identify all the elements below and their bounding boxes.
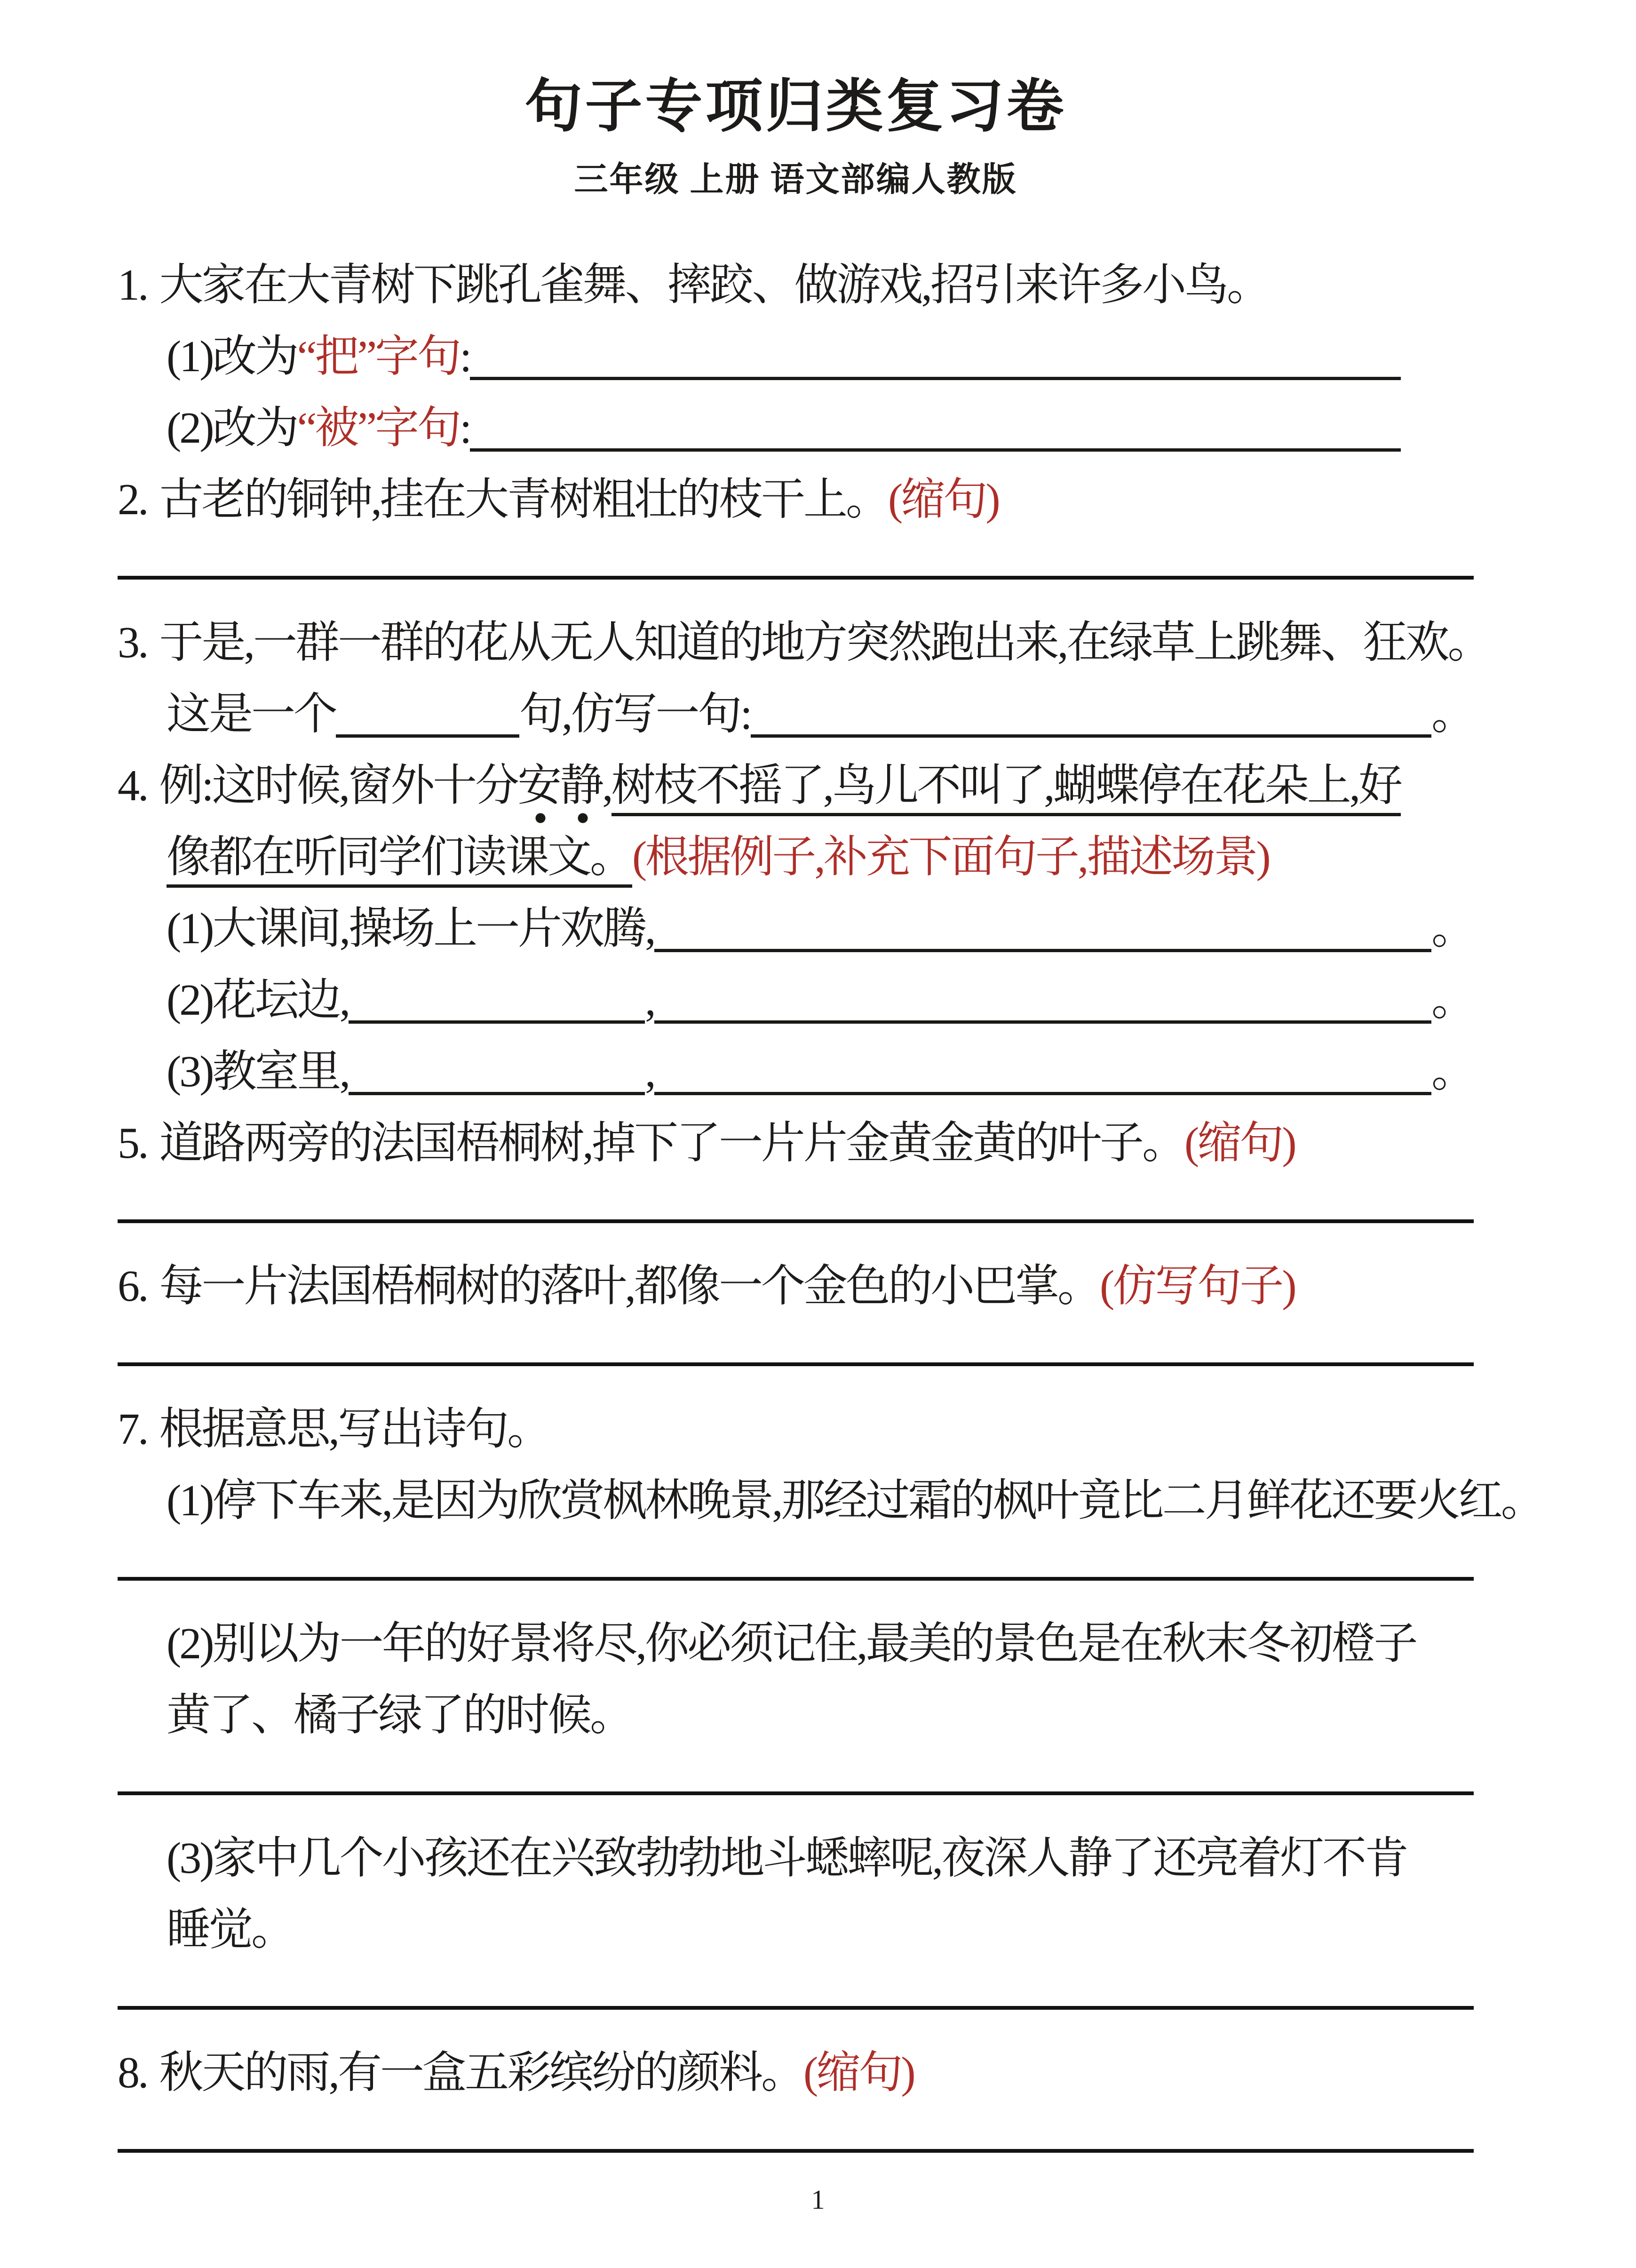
text-segment: 根据意思,写出诗句。 — [159, 1405, 550, 1454]
question-number: 1. — [118, 261, 147, 310]
question-subline — [118, 1679, 1474, 1751]
text-segment: 句,仿写一句: — [519, 690, 751, 739]
text-segment: (1)改为 — [167, 332, 297, 381]
text-segment: (2)改为 — [167, 404, 297, 453]
question-subline — [118, 964, 1474, 1036]
text-segment: (2)别以为一年的好景将尽,你必须记住,最美的景色是在秋末冬初橙子 — [167, 1619, 1416, 1668]
blank-field — [349, 1020, 645, 1024]
blank-field — [470, 448, 1401, 452]
question-number: 4. — [118, 761, 147, 810]
text-segment: 睡觉。 — [167, 1905, 294, 1954]
answer-line — [118, 2109, 1474, 2180]
text-segment: 树枝不摇了,鸟儿不叫了,蝴蝶停在花朵上,好 — [612, 761, 1401, 816]
answer-line — [118, 1751, 1474, 1822]
question-number: 2. — [118, 475, 147, 524]
text-segment: , — [645, 1047, 654, 1096]
blank-field — [654, 1020, 1431, 1024]
worksheet-body — [118, 249, 1543, 2180]
blank-field — [751, 734, 1431, 738]
question-line — [118, 607, 1490, 678]
text-segment: , — [602, 761, 612, 810]
text-segment: 安静 — [517, 761, 602, 826]
question-line — [118, 2037, 1474, 2109]
answer-rule — [118, 1791, 1474, 1795]
text-segment: 。 — [1431, 690, 1474, 739]
answer-rule — [118, 1577, 1474, 1581]
question-subline — [118, 1036, 1474, 1107]
text-segment: 黄了、橘子绿了的时候。 — [167, 1691, 633, 1740]
question-line — [118, 1250, 1474, 1322]
text-segment: (3)家中几个小孩还在兴致勃勃地斗蟋蟀呢,夜深人静了还亮着灯不肯 — [167, 1834, 1407, 1883]
page-subtitle: 三年级 上册 语文部编人教版 — [574, 161, 1017, 199]
blank-field — [349, 1092, 645, 1095]
answer-line — [118, 535, 1474, 607]
answer-line — [118, 1322, 1474, 1393]
question-number: 7. — [118, 1405, 147, 1454]
blank-field — [470, 377, 1401, 380]
text-segment: 。 — [1431, 904, 1474, 953]
answer-line — [118, 1536, 1474, 1608]
question-subline — [118, 1822, 1474, 1894]
instruction-annotation: (根据例子,补充下面句子,描述场景) — [632, 833, 1269, 882]
instruction-annotation: (缩句) — [803, 2048, 914, 2097]
question-line — [118, 464, 1474, 535]
text-segment: 这是一个 — [167, 690, 336, 739]
blank-field — [336, 734, 519, 738]
text-segment: 每一片法国梧桐树的落叶,都像一个金色的小巴掌。 — [159, 1262, 1100, 1311]
answer-line — [118, 1966, 1474, 2037]
question-subline — [118, 321, 1474, 392]
answer-rule — [118, 576, 1474, 580]
question-subline — [118, 1465, 1543, 1536]
question-line — [118, 1107, 1474, 1179]
question-subline — [118, 893, 1474, 964]
question-number: 5. — [118, 1119, 147, 1168]
answer-line — [118, 1179, 1474, 1250]
text-segment: 古老的铜钟,挂在大青树粗壮的枝干上。 — [159, 475, 889, 524]
question-subline — [118, 392, 1474, 464]
instruction-annotation: (缩句) — [888, 475, 999, 524]
text-segment: 像都在听同学们读课文。 — [167, 833, 632, 888]
blank-field — [654, 949, 1431, 952]
page-number: 1 — [811, 2184, 825, 2215]
answer-rule — [118, 1362, 1474, 1366]
question-subline — [118, 1894, 1474, 1966]
question-number: 8. — [118, 2048, 147, 2097]
answer-rule — [118, 2149, 1474, 2153]
text-segment: : — [460, 332, 470, 381]
text-segment: 于是,一群一群的花从无人知道的地方突然跑出来,在绿草上跳舞、狂欢。 — [159, 618, 1490, 667]
instruction-annotation: “被”字句 — [297, 404, 460, 453]
instruction-annotation: (缩句) — [1184, 1119, 1295, 1168]
answer-rule — [118, 2006, 1474, 2010]
question-line — [118, 249, 1474, 321]
question-number: 6. — [118, 1262, 147, 1311]
text-segment: 秋天的雨,有一盒五彩缤纷的颜料。 — [159, 2048, 804, 2097]
instruction-annotation: (仿写句子) — [1100, 1262, 1295, 1311]
text-segment: 。 — [1431, 976, 1474, 1025]
question-subline — [118, 821, 1474, 893]
question-subline — [118, 678, 1474, 750]
text-segment: (1)大课间,操场上一片欢腾, — [167, 904, 654, 953]
text-segment: 道路两旁的法国梧桐树,掉下了一片片金黄金黄的叶子。 — [159, 1119, 1185, 1168]
text-segment: 大家在大青树下跳孔雀舞、摔跤、做游戏,招引来许多小鸟。 — [159, 261, 1270, 310]
text-segment: (1)停下车来,是因为欣赏枫林晚景,那经过霜的枫叶竟比二月鲜花还要火红。 — [167, 1476, 1543, 1525]
question-line — [118, 750, 1474, 821]
page-title: 句子专项归类复习卷 — [524, 75, 1067, 139]
text-segment: (3)教室里, — [167, 1047, 349, 1096]
text-segment: 例:这时候,窗外十分 — [159, 761, 518, 810]
question-number: 3. — [118, 618, 147, 667]
text-segment: 。 — [1431, 1047, 1474, 1096]
instruction-annotation: “把”字句 — [297, 332, 460, 381]
text-segment: , — [645, 976, 654, 1025]
answer-rule — [118, 1219, 1474, 1223]
question-subline — [118, 1608, 1474, 1679]
text-segment: (2)花坛边, — [167, 976, 349, 1025]
text-segment: : — [460, 404, 470, 453]
question-line — [118, 1393, 1474, 1465]
blank-field — [654, 1092, 1431, 1095]
